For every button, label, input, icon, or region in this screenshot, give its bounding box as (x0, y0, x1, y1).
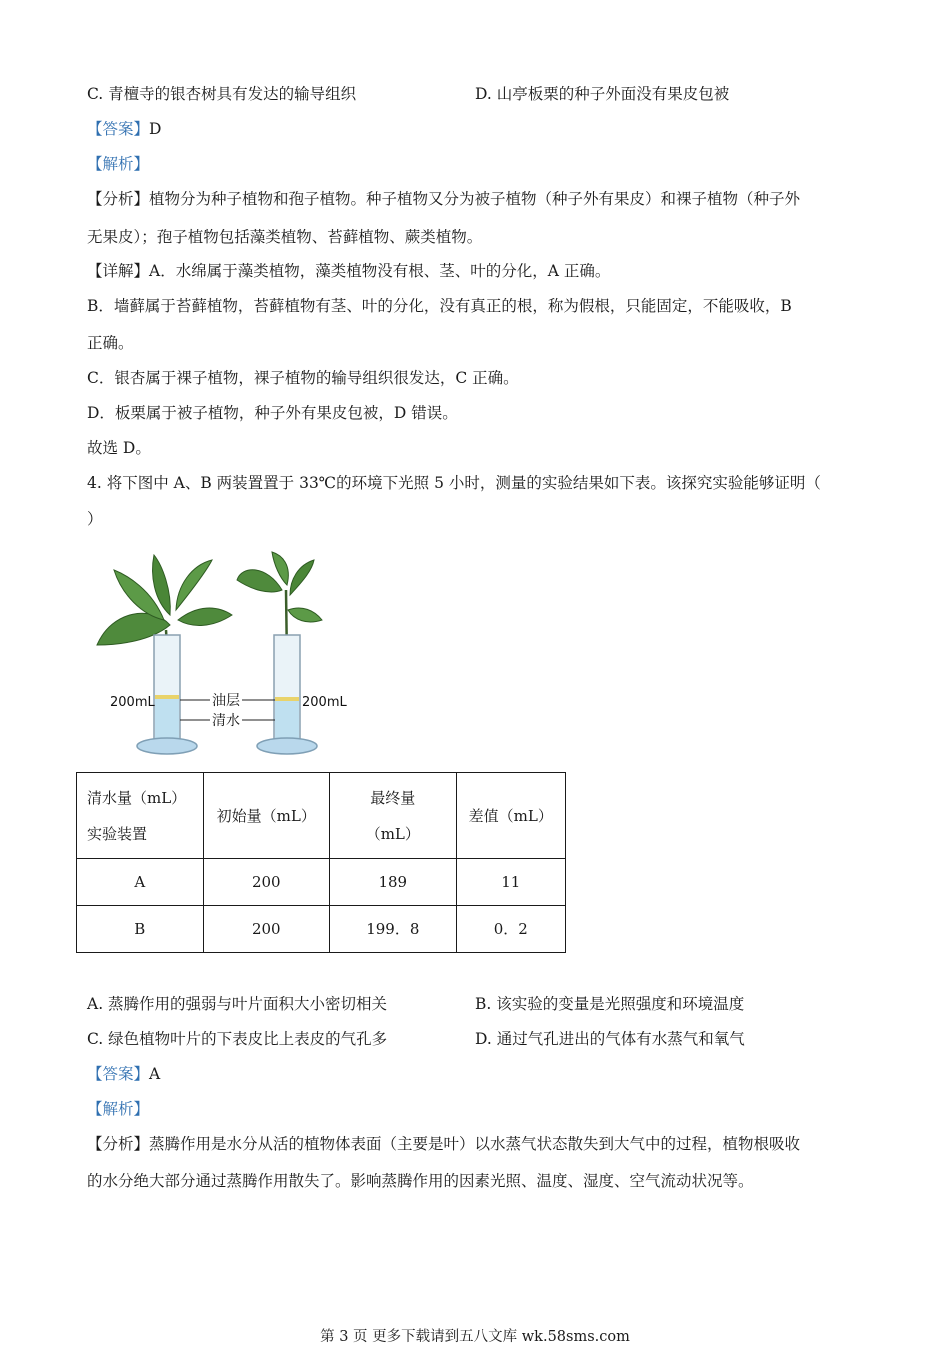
answer-value: D (149, 120, 162, 138)
water-label: 清水 (212, 713, 240, 729)
header-final-line1: 最终量 (370, 788, 416, 807)
left-volume-label: 200mL (110, 695, 155, 710)
q4-analysis-label: 【解析】 (87, 1100, 150, 1118)
right-volume-label: 200mL (302, 695, 347, 710)
answer-label: 【答案】 (87, 120, 150, 138)
q3-detail-c: C．银杏属于裸子植物，裸子植物的输导组织很发达，C 正确。 (87, 369, 519, 387)
q4-option-c: C. 绿色植物叶片的下表皮比上表皮的气孔多 (87, 1030, 388, 1048)
cell-device: B (77, 906, 204, 953)
q3-conclusion: 故选 D。 (87, 439, 151, 457)
answer-label: 【答案】 (87, 1065, 150, 1083)
page-footer: 第 3 页 更多下载请到五八文库 wk.58sms.com (320, 1329, 630, 1345)
q3-analysis-line1 (87, 187, 800, 209)
q3-detail-d: D．板栗属于被子植物，种子外有果皮包被，D 错误。 (87, 404, 458, 422)
header-device-line1: 清水量（mL） (87, 788, 187, 807)
q3-analysis-line2: 无果皮）；孢子植物包括藻类植物、苔藓植物、蕨类植物。 (87, 228, 483, 246)
table-row (77, 906, 566, 953)
cell-initial: 200 (203, 906, 330, 953)
cell-device: A (77, 859, 204, 906)
experiment-figure (92, 550, 352, 755)
table-header-row (77, 773, 566, 859)
cell-final: 189 (330, 859, 457, 906)
analysis-prefix: 【分析】 (87, 190, 150, 208)
answer-value: A (149, 1065, 161, 1083)
q3-detail-b1: B．墙藓属于苔藓植物，苔藓植物有茎、叶的分化，没有真正的根，称为假根，只能固定，不能吸收，B (87, 297, 792, 315)
analysis-text: 植物分为种子植物和孢子植物。种子植物又分为被子植物（种子外有果皮）和裸子植物（种子外 (149, 190, 801, 208)
header-final (330, 773, 457, 859)
q3-answer (87, 117, 161, 139)
q3-option-c: C. 青檀寺的银杏树具有发达的输导组织 (87, 85, 357, 103)
q3-detail-b2: 正确。 (87, 334, 134, 352)
header-initial: 初始量（mL） (203, 773, 330, 859)
detail-a-text: A．水绵属于藻类植物，藻类植物没有根、茎、叶的分化，A 正确。 (149, 262, 611, 280)
cell-diff: 11 (456, 859, 565, 906)
analysis-text: 蒸腾作用是水分从活的植物体表面（主要是叶）以水蒸气状态散失到大气中的过程，植物根吸收 (149, 1135, 801, 1153)
cell-diff: 0．2 (456, 906, 565, 953)
q4-option-a: A. 蒸腾作用的强弱与叶片面积大小密切相关 (87, 995, 388, 1013)
q3-option-d: D. 山亭板栗的种子外面没有果皮包被 (475, 85, 730, 103)
q4-option-d: D. 通过气孔进出的气体有水蒸气和氧气 (475, 1030, 745, 1048)
cell-final: 199．8 (330, 906, 457, 953)
header-diff: 差值（mL） (456, 773, 565, 859)
q4-stem-line1: 4. 将下图中 A、B 两装置置于 33℃的环境下光照 5 小时，测量的实验结果如下表。该探究实验能够证明（ (87, 474, 821, 492)
q4-analysis-line2: 的水分绝大部分通过蒸腾作用散失了。影响蒸腾作用的因素光照、温度、湿度、空气流动状况等。 (87, 1172, 754, 1190)
oil-layer-label: 油层 (212, 693, 240, 709)
cell-initial: 200 (203, 859, 330, 906)
q4-option-b: B. 该实验的变量是光照强度和环境温度 (475, 995, 745, 1013)
detail-prefix: 【详解】 (87, 262, 150, 280)
analysis-prefix: 【分析】 (87, 1135, 150, 1153)
header-device (77, 773, 204, 859)
header-device-line2: 实验装置 (87, 824, 148, 843)
results-table (76, 772, 566, 953)
header-final-line2: （mL） (365, 824, 420, 843)
device-b-illustration (237, 552, 322, 754)
table-row (77, 859, 566, 906)
q4-analysis-line1 (87, 1132, 800, 1154)
q3-detail-a (87, 259, 610, 281)
q3-analysis-label: 【解析】 (87, 155, 150, 173)
q4-stem-line2: ） (87, 510, 103, 528)
q4-answer (87, 1062, 160, 1084)
